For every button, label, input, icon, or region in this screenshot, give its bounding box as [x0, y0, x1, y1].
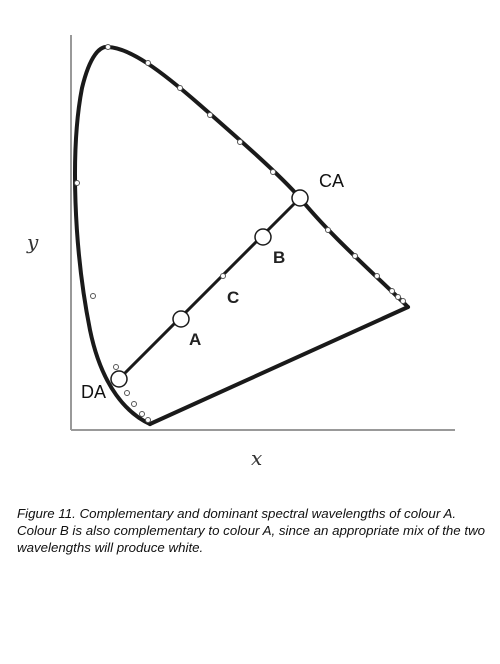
label-c: C [227, 288, 240, 307]
spectral-locus [75, 47, 408, 424]
wavelength-ticks [75, 45, 406, 423]
y-axis-label: y [27, 230, 39, 254]
point-ca-marker [292, 190, 308, 206]
point-b-marker [255, 229, 271, 245]
point-da-marker [111, 371, 127, 387]
purple-line [150, 307, 408, 424]
point-c-marker [221, 274, 226, 279]
point-a-marker [173, 311, 189, 327]
complementary-line [119, 198, 300, 379]
figure-caption: Figure 11. Complementary and dominant spectral wavelengths of colour A. Colour B is also complementary to colour A, since an appropriate mix of the two wavelengths will produce white. [17, 506, 486, 555]
label-da: DA [81, 382, 107, 402]
label-a: A [189, 330, 202, 349]
x-axis-label: x [251, 446, 263, 470]
label-ca: CA [319, 171, 345, 191]
label-b: B [273, 248, 286, 267]
